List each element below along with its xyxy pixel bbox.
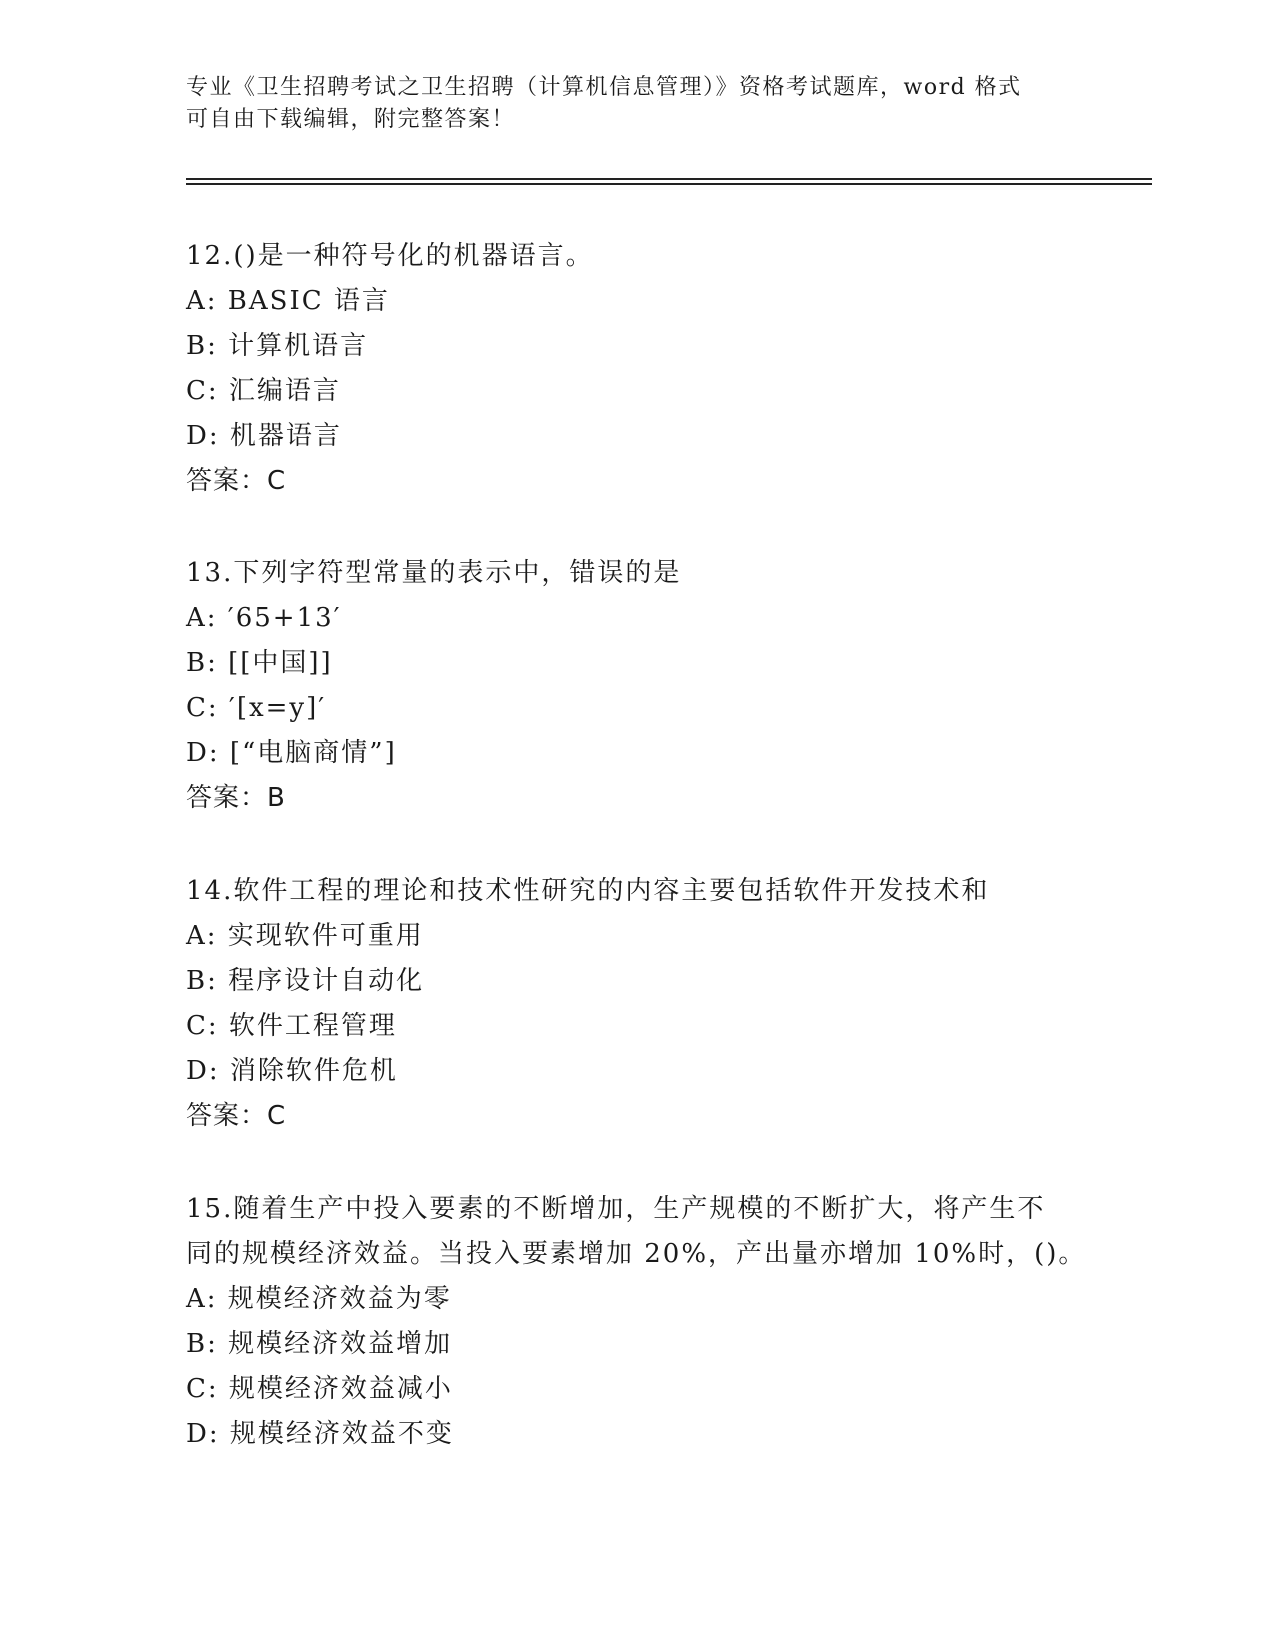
header-line-2: 可自由下载编辑，附完整答案！	[186, 107, 516, 132]
option-c: C: ′[x=y]′	[186, 693, 327, 723]
option-c: C: 规模经济效益减小	[186, 1374, 453, 1404]
document-header	[186, 72, 1066, 136]
answer-line: 答案：C	[186, 1101, 287, 1131]
question-13	[186, 551, 1086, 821]
option-b: B: [[中国]]	[186, 648, 333, 678]
option-a: A: BASIC 语言	[186, 286, 390, 316]
question-15	[186, 1187, 1086, 1457]
option-b: B: 程序设计自动化	[186, 966, 425, 996]
header-divider-bottom	[186, 183, 1152, 185]
question-stem: 12.()是一种符号化的机器语言。	[186, 241, 594, 271]
question-stem-line-1: 15.随着生产中投入要素的不断增加，生产规模的不断扩大，将产生不	[186, 1194, 1046, 1224]
option-d: D: 消除软件危机	[186, 1056, 398, 1086]
answer-line: 答案：B	[186, 783, 286, 813]
option-d: D: [“电脑商情”]	[186, 738, 397, 768]
option-a: A: ′65+13′	[186, 603, 342, 633]
question-14	[186, 869, 1086, 1139]
option-b: B: 规模经济效益增加	[186, 1329, 453, 1359]
option-c: C: 软件工程管理	[186, 1011, 397, 1041]
option-a: A: 实现软件可重用	[186, 921, 424, 951]
option-d: D: 机器语言	[186, 421, 342, 451]
answer-line: 答案：C	[186, 466, 287, 496]
question-12	[186, 234, 1086, 504]
option-d: D: 规模经济效益不变	[186, 1419, 454, 1449]
question-stem: 13.下列字符型常量的表示中，错误的是	[186, 558, 682, 588]
option-c: C: 汇编语言	[186, 376, 341, 406]
option-b: B: 计算机语言	[186, 331, 369, 361]
question-stem: 14.软件工程的理论和技术性研究的内容主要包括软件开发技术和	[186, 876, 990, 906]
option-a: A: 规模经济效益为零	[186, 1284, 452, 1314]
header-divider-top	[186, 178, 1152, 180]
question-stem-line-2: 同的规模经济效益。当投入要素增加 20%，产出量亦增加 10%时，()。	[186, 1239, 1087, 1269]
header-line-1: 专业《卫生招聘考试之卫生招聘（计算机信息管理）》资格考试题库，word 格式	[186, 75, 1022, 100]
